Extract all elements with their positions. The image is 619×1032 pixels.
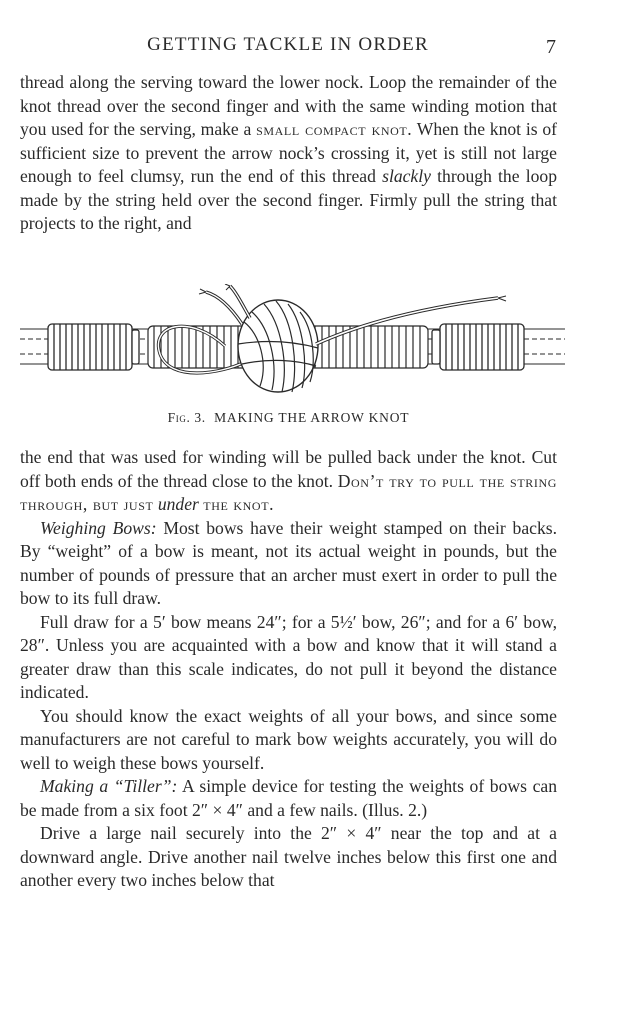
text-run: through the loop made by the string held over the second finger. Firmly pull the string that projects to the right, and xyxy=(20,166,557,233)
paragraph-exact-weights: You should know the exact weights of all your bows, and since some manufacturers are not careful to mark bow weights accurately, you will do well to weigh these bows yourself. xyxy=(20,705,557,773)
running-title: GETTING TACKLE IN ORDER xyxy=(147,34,429,55)
small-caps-emphasis: small compact knot. xyxy=(256,119,413,139)
running-head xyxy=(20,34,556,60)
text-run: When the knot is of sufficient size to prevent the arrow nock’s crossing it, yet is still not large enough to feel clumsy, run the end of this thread xyxy=(20,119,557,186)
small-caps-emphasis: Don’t try to pull the string through, but just xyxy=(20,470,557,514)
paragraph-drive-nail: Drive a large nail securely into the 2″ × 4″ near the top and at a downward angle. Drive another nail twelve inches below this first one and another every two inches below that xyxy=(20,823,557,890)
paragraph-weighing-bows xyxy=(20,517,557,611)
paragraph-knot-instructions xyxy=(20,71,557,236)
body-text-lower xyxy=(20,446,557,893)
page-number: 7 xyxy=(546,36,556,58)
figure-label: Fig. 3. xyxy=(167,410,206,425)
text-run: thread along the serving toward the lower nock. Loop the remainder of the knot thread over the second finger and with the same winding motion that you used for the serving, make a xyxy=(20,72,557,139)
text-run: A simple device for testing the weights of bows can be made from a six foot 2″ × 4″ and a few nails. (Illus. 2.) xyxy=(20,776,557,820)
section-heading-weighing-bows: Weighing Bows: xyxy=(40,517,157,538)
figure-arrow-knot-illustration xyxy=(20,284,565,394)
figure-caption xyxy=(20,410,557,426)
text-run: Most bows have their weight stamped on their backs. By “weight” of a bow is meant, not its actual weight in pounds, but the number of pounds of pressure that an archer must exert in order to pull the bow to its full draw. xyxy=(20,517,557,608)
section-heading-making-tiller: Making a “Tiller”: xyxy=(40,776,178,796)
figure-caption-text: MAKING THE ARROW KNOT xyxy=(214,410,410,425)
italic-emphasis: slackly xyxy=(382,166,431,186)
text-run: the end that was used for winding will be pulled back under the knot. Cut off both ends of the thread close to the knot. xyxy=(20,447,557,491)
italic-emphasis: under xyxy=(157,494,199,514)
paragraph-knot-finish xyxy=(20,446,557,517)
small-caps-emphasis: the knot. xyxy=(203,494,275,514)
paragraph-making-tiller xyxy=(20,775,557,822)
arrow-knot-drawing xyxy=(20,284,565,394)
paragraph-full-draw: Full draw for a 5′ bow means 24″; for a 5½′ bow, 26″; and for a 6′ bow, 28″. Unless you are acquainted with a bow and know that it will stand a greater draw than this scale indicates, do not pull it beyond the distance indicated. xyxy=(20,611,557,702)
